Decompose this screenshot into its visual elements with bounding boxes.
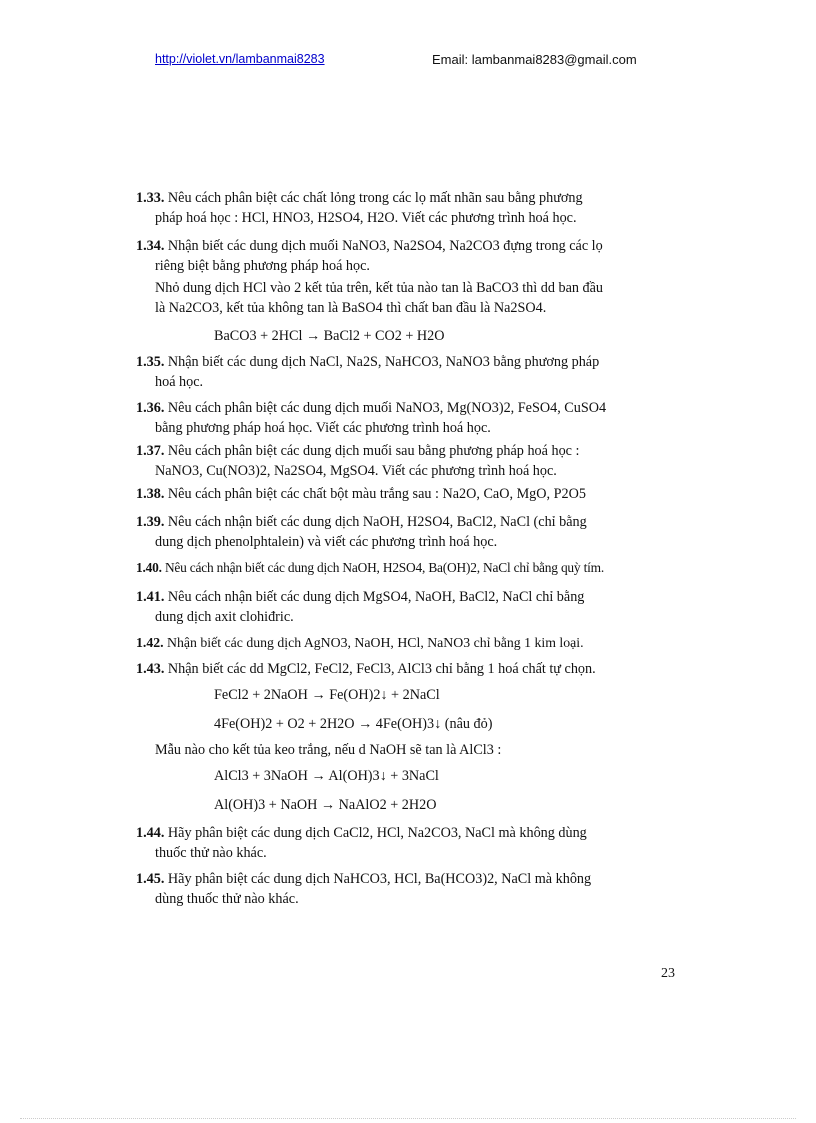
exercise-1-39 (136, 512, 680, 552)
exercise-text: Nêu cách phân biệt các dung dịch muối NaNO3, Mg(NO3)2, FeSO4, CuSO4 (167, 400, 607, 416)
exercise-1-42 (136, 633, 680, 653)
solution-note: Mẫu nào cho kết tủa keo trắng, nếu d NaOH sẽ tan là AlCl3 : (155, 742, 502, 758)
footer-divider (20, 1118, 796, 1119)
exercise-1-43 (136, 659, 680, 679)
exercise-text: Nhận biết các dung dịch NaCl, Na2S, NaHCO3, NaNO3 bằng phương pháp (167, 354, 600, 370)
exercise-text-cont: riêng biệt bằng phương pháp hoá học. (155, 258, 370, 274)
exercise-text: Nhận biết các dd MgCl2, FeCl2, FeCl3, AlCl3 chỉ bằng 1 hoá chất tự chọn. (167, 661, 596, 677)
exercise-text: Hãy phân biệt các dung dịch CaCl2, HCl, Na2CO3, NaCl mà không dùng (167, 825, 587, 841)
exercise-text: Nhận biết các dung dịch AgNO3, NaOH, HCl, NaNO3 chỉ bằng 1 kim loại. (167, 635, 584, 650)
exercise-text: Nêu cách nhận biết các dung dịch NaOH, H2SO4, Ba(OH)2, NaCl chỉ bằng quỳ tím. (164, 560, 604, 575)
exercise-1-45 (136, 869, 680, 909)
exercise-1-36 (136, 398, 680, 438)
exercise-text: Hãy phân biệt các dung dịch NaHCO3, HCl, Ba(HCO3)2, NaCl mà không (167, 871, 592, 887)
exercise-number: 1.40. (136, 560, 162, 575)
exercise-text-cont: NaNO3, Cu(NO3)2, Na2SO4, MgSO4. Viết các phương trình hoá học. (155, 463, 557, 479)
exercise-number: 1.34. (136, 238, 165, 254)
exercise-text-cont: dung dịch axit clohiđric. (155, 609, 294, 625)
exercise-number: 1.37. (136, 443, 165, 459)
exercise-1-37 (136, 441, 680, 481)
exercise-1-44 (136, 823, 680, 863)
equation-fecl2: FeCl2 + 2NaOH → Fe(OH)2↓ + 2NaCl (214, 687, 440, 703)
exercise-1-41 (136, 587, 680, 627)
exercise-number: 1.35. (136, 354, 165, 370)
equation-al-oh-3: Al(OH)3 + NaOH → NaAlO2 + 2H2O (214, 797, 437, 813)
exercise-number: 1.43. (136, 661, 165, 677)
exercise-1-40 (136, 558, 680, 578)
header-email: Email: lambanmai8283@gmail.com (432, 52, 637, 67)
exercise-number: 1.41. (136, 589, 165, 605)
solution-text-cont: là Na2CO3, kết tủa không tan là BaSO4 thì chất ban đầu là Na2SO4. (155, 300, 547, 316)
page-header (0, 52, 816, 72)
exercise-text: Nhận biết các dung dịch muối NaNO3, Na2SO4, Na2CO3 đựng trong các lọ (167, 238, 603, 254)
exercise-1-38 (136, 484, 680, 504)
solution-1-34 (155, 278, 680, 318)
exercise-text: Nêu cách phân biệt các dung dịch muối sau bằng phương pháp hoá học : (167, 443, 580, 459)
solution-text: Nhỏ dung dịch HCl vào 2 kết tủa trên, kết tủa nào tan là BaCO3 thì dd ban đầu (155, 280, 603, 296)
exercise-text: Nêu cách phân biệt các chất lỏng trong các lọ mất nhãn sau bằng phương (167, 190, 583, 206)
exercise-number: 1.36. (136, 400, 165, 416)
exercise-text-cont: hoá học. (155, 374, 204, 390)
equation-alcl3: AlCl3 + 3NaOH → Al(OH)3↓ + 3NaCl (214, 768, 439, 784)
exercise-text-cont: pháp hoá học : HCl, HNO3, H2SO4, H2O. Viết các phương trình hoá học. (155, 210, 577, 226)
exercise-text-cont: bằng phương pháp hoá học. Viết các phương trình hoá học. (155, 420, 491, 436)
exercise-number: 1.42. (136, 635, 164, 650)
exercise-text: Nêu cách nhận biết các dung dịch MgSO4, NaOH, BaCl2, NaCl chỉ bằng (167, 589, 585, 605)
header-link[interactable]: http://violet.vn/lambanmai8283 (155, 52, 325, 66)
page-number: 23 (661, 966, 675, 981)
exercise-number: 1.45. (136, 871, 165, 887)
exercise-text-cont: dung dịch phenolphtalein) và viết các phương trình hoá học. (155, 534, 498, 550)
exercise-number: 1.44. (136, 825, 165, 841)
exercise-text: Nêu cách nhận biết các dung dịch NaOH, H2SO4, BaCl2, NaCl (chỉ bằng (167, 514, 587, 530)
exercise-number: 1.39. (136, 514, 165, 530)
equation-fe-oh-2: 4Fe(OH)2 + O2 + 2H2O → 4Fe(OH)3↓ (nâu đỏ) (214, 716, 493, 732)
exercise-text-cont: dùng thuốc thử nào khác. (155, 891, 299, 907)
exercise-number: 1.33. (136, 190, 165, 206)
exercise-1-34 (136, 236, 680, 276)
exercise-1-35 (136, 352, 680, 392)
equation-baco3: BaCO3 + 2HCl → BaCl2 + CO2 + H2O (214, 328, 445, 344)
exercise-number: 1.38. (136, 486, 165, 502)
exercise-text-cont: thuốc thử nào khác. (155, 845, 267, 861)
exercise-1-33 (136, 188, 680, 228)
exercise-text: Nêu cách phân biệt các chất bột màu trắng sau : Na2O, CaO, MgO, P2O5 (167, 486, 586, 502)
